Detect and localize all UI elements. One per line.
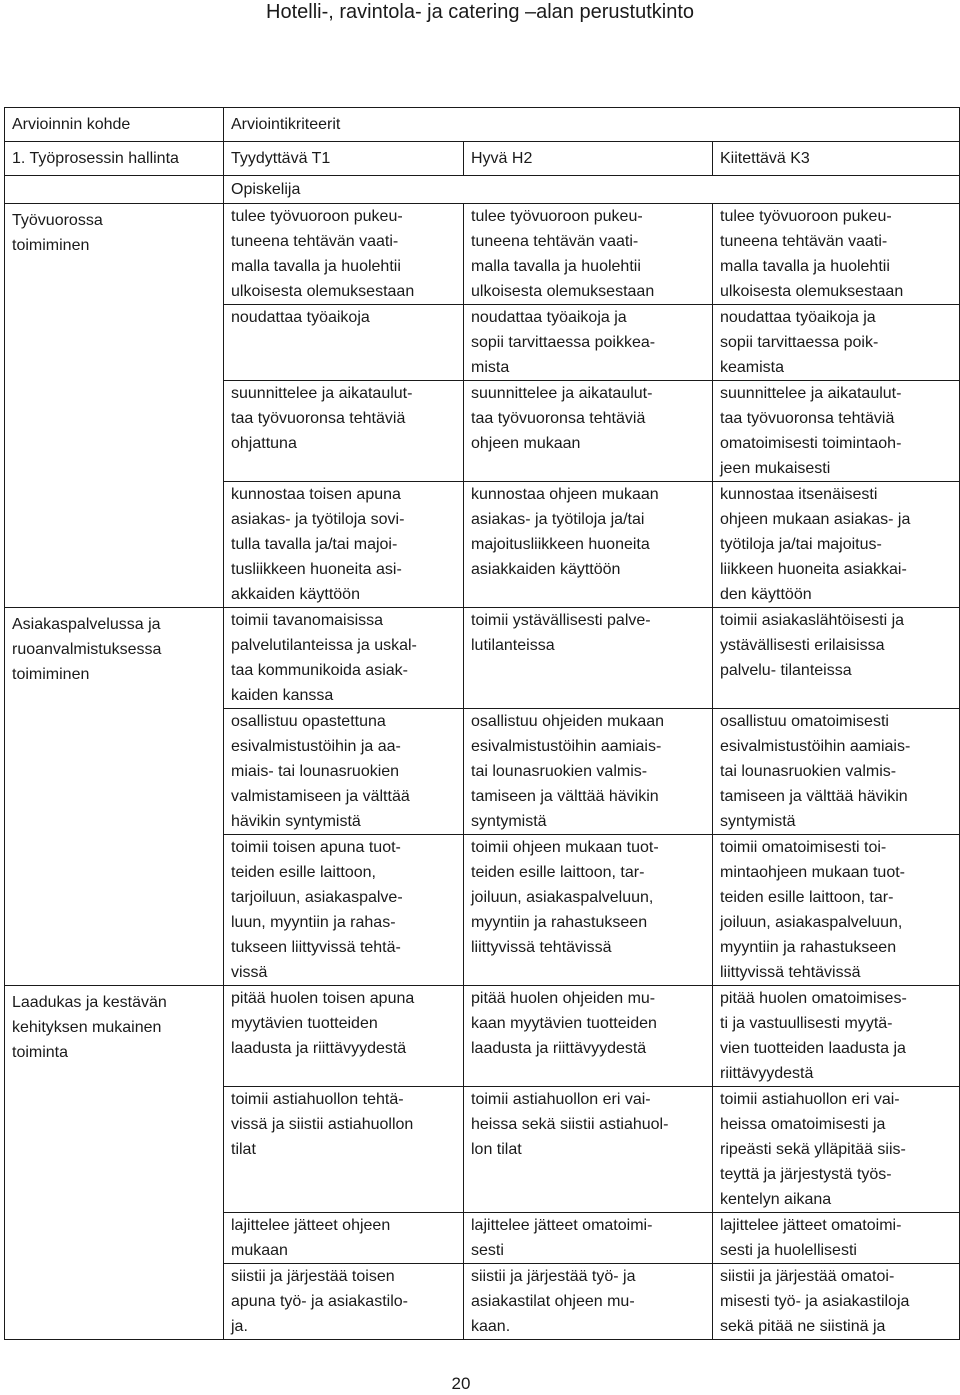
page-number: 20 <box>451 1374 471 1393</box>
student-header-row <box>5 176 960 204</box>
criterion-k3: toimii astiahuollon eri vai- heissa omatoimisesti ja ripeästi sekä ylläpitää siis- teyttä ja järjestystä työs- kentelyn aikana <box>713 1087 960 1213</box>
criterion-k3: noudattaa työaikoja ja sopii tarvittaessa poik- keamista <box>713 305 960 381</box>
criterion-t1: tulee työvuoroon pukeu- tuneena tehtävän vaati- malla tavalla ja huolehtii ulkoisesta olemuksestaan <box>224 204 464 305</box>
document-header <box>0 0 960 28</box>
criterion-t1: toimii astiahuollon tehtä- vissä ja siistii astiahuollon tilat <box>224 1087 464 1213</box>
criterion-t1: lajittelee jätteet ohjeen mukaan <box>224 1213 464 1264</box>
criterion-k3: osallistuu omatoimisesti esivalmistustöihin aamiais- tai lounasruokien valmis- tamiseen ja välttää hävikin syntymistä <box>713 709 960 835</box>
criterion-t1: pitää huolen toisen apuna myytävien tuotteiden laadusta ja riittävyydestä <box>224 986 464 1087</box>
target-header-cell: Arvioinnin kohde <box>5 108 224 142</box>
criteria-header-cell: Arviointikriteerit <box>224 108 960 142</box>
criterion-k3: toimii omatoimisesti toi- mintaohjeen mukaan tuot- teiden esille laittoon, tar- joiluun, asiakaspalveluun, myyntiin ja rahastukseen liittyvissä tehtävissä <box>713 835 960 986</box>
criteria-row <box>5 608 960 709</box>
criterion-h2: noudattaa työaikoja ja sopii tarvittaessa poikkea- mista <box>464 305 713 381</box>
target-quality-sustainability: Laadukas ja kestävän kehityksen mukainen toiminta <box>5 986 224 1340</box>
criterion-t1: toimii tavanomaisissa palvelutilanteissa ja uskal- taa kommunikoida asiak- kaiden kanssa <box>224 608 464 709</box>
criterion-k3: tulee työvuoroon pukeu- tuneena tehtävän vaati- malla tavalla ja huolehtii ulkoisesta olemuksestaan <box>713 204 960 305</box>
target-customer-service: Asiakaspalvelussa ja ruoanvalmistuksessa toimiminen <box>5 608 224 986</box>
criterion-h2: toimii ystävällisesti palve- lutilanteissa <box>464 608 713 709</box>
criterion-k3: siistii ja järjestää omatoi- misesti työ- ja asiakastiloja sekä pitää ne siistinä ja <box>713 1264 960 1340</box>
section-title-cell: 1. Työprosessin hallinta <box>5 142 224 176</box>
student-header-cell: Opiskelija <box>224 176 960 204</box>
criterion-k3: suunnittelee ja aikataulut- taa työvuoronsa tehtäviä omatoimisesti toimintaoh- jeen mukaisesti <box>713 381 960 482</box>
assessment-criteria-table <box>4 107 960 1340</box>
criterion-t1: toimii toisen apuna tuot- teiden esille laittoon, tarjoiluun, asiakaspalve- luun, myyntiin ja rahas- tukseen liittyvissä tehtä- vissä <box>224 835 464 986</box>
criterion-h2: suunnittelee ja aikataulut- taa työvuoronsa tehtäviä ohjeen mukaan <box>464 381 713 482</box>
criterion-h2: pitää huolen ohjeiden mu- kaan myytävien tuotteiden laadusta ja riittävyydestä <box>464 986 713 1087</box>
grade-header-row <box>5 142 960 176</box>
criterion-t1: kunnostaa toisen apuna asiakas- ja työtiloja sovi- tulla tavalla ja/tai majoi- tusliikkeen huoneita asi- akkaiden käyttöön <box>224 482 464 608</box>
criterion-k3: pitää huolen omatoimises- ti ja vastuullisesti myytä- vien tuotteiden laadusta ja riittävyydestä <box>713 986 960 1087</box>
criterion-k3: toimii asiakaslähtöisesti ja ystävällisesti erilaisissa palvelu- tilanteissa <box>713 608 960 709</box>
criterion-h2: kunnostaa ohjeen mukaan asiakas- ja työtiloja ja/tai majoitusliikkeen huoneita asiakkaiden käyttöön <box>464 482 713 608</box>
grade-h2-header: Hyvä H2 <box>464 142 713 176</box>
target-shift-work: Työvuorossa toimiminen <box>5 204 224 608</box>
criterion-h2: osallistuu ohjeiden mukaan esivalmistustöihin aamiais- tai lounasruokien valmis- tamiseen ja välttää hävikin syntymistä <box>464 709 713 835</box>
criterion-k3: kunnostaa itsenäisesti ohjeen mukaan asiakas- ja työtiloja ja/tai majoitus- liikkeen huoneita asiakkai- den käyttöön <box>713 482 960 608</box>
table-header-row <box>5 108 960 142</box>
criterion-t1: noudattaa työaikoja <box>224 305 464 381</box>
grade-k3-header: Kiitettävä K3 <box>713 142 960 176</box>
criterion-h2: siistii ja järjestää työ- ja asiakastilat ohjeen mu- kaan. <box>464 1264 713 1340</box>
criterion-t1: osallistuu opastettuna esivalmistustöihin ja aa- miais- tai lounasruokien valmistamiseen ja välttää hävikin syntymistä <box>224 709 464 835</box>
criterion-k3: lajittelee jätteet omatoimi- sesti ja huolellisesti <box>713 1213 960 1264</box>
criterion-h2: toimii ohjeen mukaan tuot- teiden esille laittoon, tar- joiluun, asiakaspalveluun, myyntiin ja rahastukseen liittyvissä tehtävissä <box>464 835 713 986</box>
criterion-h2: toimii astiahuollon eri vai- heissa sekä siistii astiahuol- lon tilat <box>464 1087 713 1213</box>
document-title: Hotelli-, ravintola- ja catering –alan perustutkinto <box>266 1 694 23</box>
empty-cell <box>5 176 224 204</box>
criterion-h2: tulee työvuoroon pukeu- tuneena tehtävän vaati- malla tavalla ja huolehtii ulkoisesta olemuksestaan <box>464 204 713 305</box>
criterion-t1: siistii ja järjestää toisen apuna työ- ja asiakastilo- ja. <box>224 1264 464 1340</box>
criteria-row <box>5 986 960 1087</box>
grade-t1-header: Tyydyttävä T1 <box>224 142 464 176</box>
criterion-h2: lajittelee jätteet omatoimi- sesti <box>464 1213 713 1264</box>
criterion-t1: suunnittelee ja aikataulut- taa työvuoronsa tehtäviä ohjattuna <box>224 381 464 482</box>
criteria-row <box>5 204 960 305</box>
